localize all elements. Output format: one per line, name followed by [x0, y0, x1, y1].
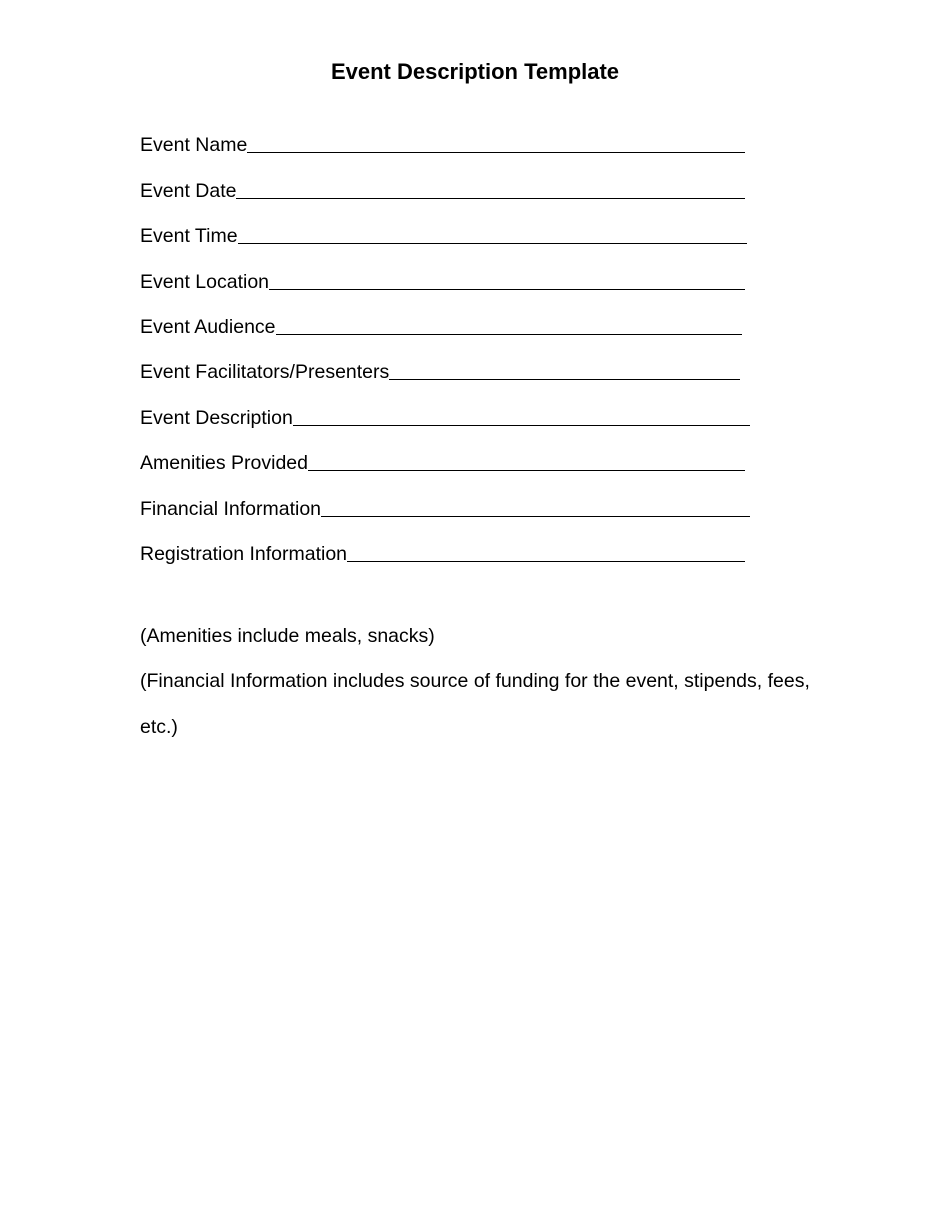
- blank-line[interactable]: [247, 151, 745, 153]
- field-label: Event Location: [140, 270, 270, 293]
- note-financial: (Financial Information includes source of funding for the event, stipends, fees, etc.): [140, 670, 810, 738]
- page-title: Event Description Template: [330, 59, 620, 84]
- field-event-facilitators[interactable]: [140, 341, 750, 386]
- notes: [140, 614, 820, 750]
- blank-line[interactable]: [276, 333, 742, 335]
- field-financial-information[interactable]: [140, 477, 750, 522]
- field-label: Amenities Provided: [140, 452, 308, 475]
- field-registration-information[interactable]: [140, 523, 750, 568]
- field-label: Event Name: [140, 134, 248, 157]
- blank-line[interactable]: [321, 515, 750, 517]
- form-fields: [140, 114, 750, 568]
- blank-line[interactable]: [236, 197, 745, 199]
- field-label: Event Facilitators/Presenters: [140, 361, 390, 384]
- field-label: Event Audience: [140, 315, 276, 338]
- field-label: Event Date: [140, 179, 237, 202]
- field-label: Event Time: [140, 225, 238, 248]
- field-event-description[interactable]: [140, 386, 750, 431]
- blank-line[interactable]: [347, 560, 745, 562]
- field-event-location[interactable]: [140, 250, 750, 295]
- field-event-name[interactable]: [140, 114, 750, 159]
- field-label: Registration Information: [140, 542, 348, 565]
- field-event-time[interactable]: [140, 205, 750, 250]
- field-amenities-provided[interactable]: [140, 432, 750, 477]
- field-label: Event Description: [140, 406, 293, 429]
- blank-line[interactable]: [269, 288, 745, 290]
- field-event-date[interactable]: [140, 159, 750, 204]
- field-event-audience[interactable]: [140, 296, 750, 341]
- field-label: Financial Information: [140, 497, 322, 520]
- blank-line[interactable]: [293, 424, 750, 426]
- blank-line[interactable]: [389, 378, 740, 380]
- note-amenities: (Amenities include meals, snacks): [140, 625, 435, 647]
- blank-line[interactable]: [238, 242, 747, 244]
- blank-line[interactable]: [308, 469, 745, 471]
